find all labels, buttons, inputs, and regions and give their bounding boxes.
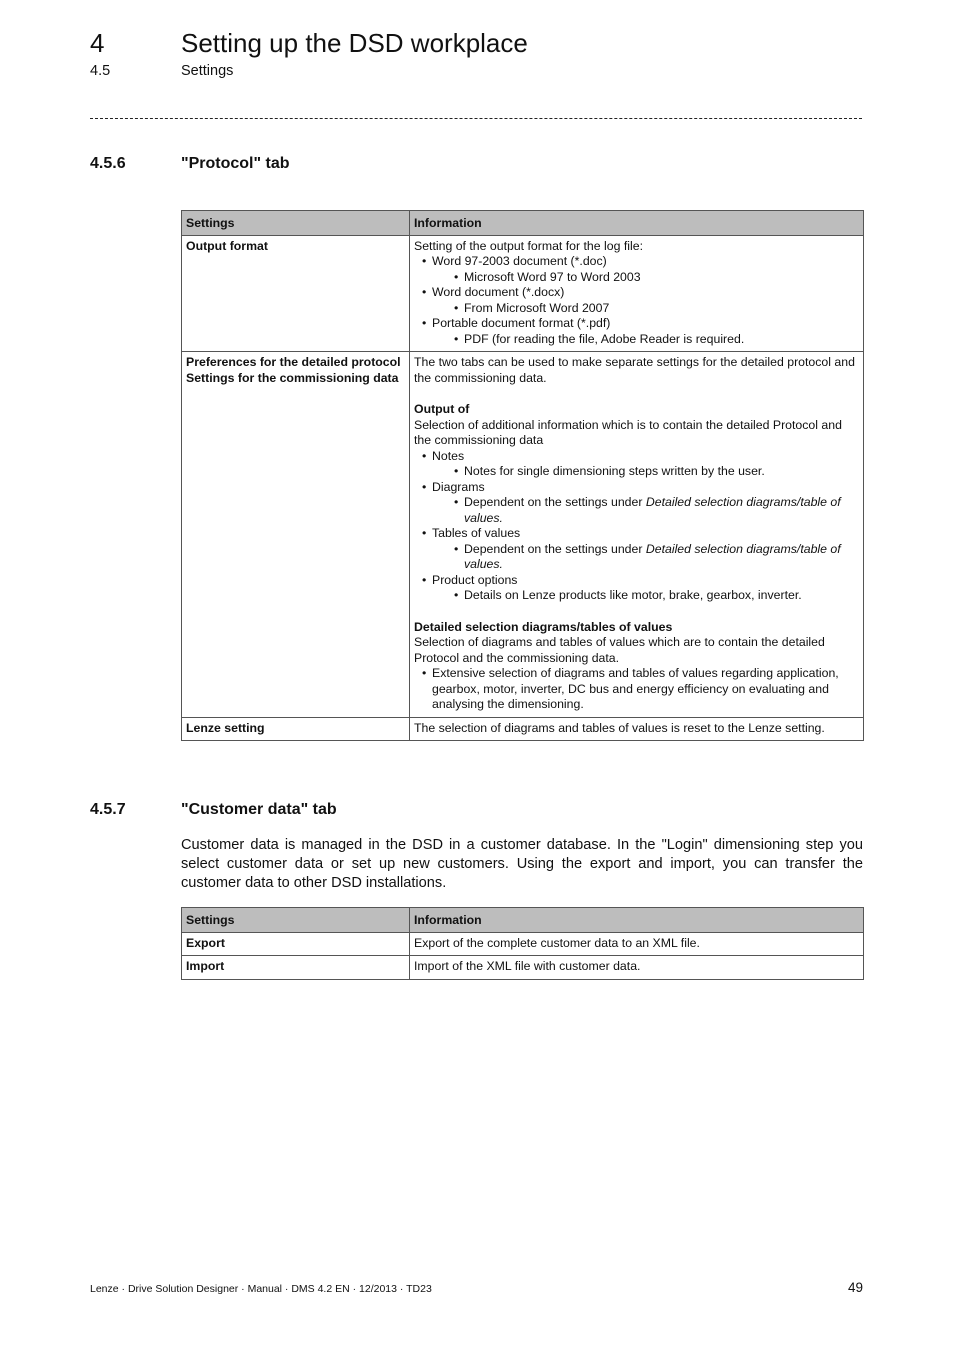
list-item: • Word document (*.docx) • From Microsoft Word 2007 [414, 285, 859, 316]
setting-export: Export [182, 932, 410, 956]
chapter-number: 4 [90, 28, 105, 58]
column-header-information: Information [410, 908, 864, 933]
protocol-heading-title: "Protocol" tab [181, 155, 290, 172]
customer-heading-number: 4.5.7 [90, 801, 126, 818]
customer-paragraph: Customer data is managed in the DSD in a customer database. In the "Login" dimensioning step you select customer data or set up new customers. Using the export and import, you can transfer the customer data to other DSD installations. [181, 837, 863, 891]
setting-lenze: Lenze setting [182, 717, 410, 741]
page-number: 49 [847, 1280, 863, 1295]
info-export: Export of the complete customer data to an XML file. [410, 932, 864, 956]
section-number: 4.5 [90, 63, 111, 79]
detail-heading: Detailed selection diagrams/tables of values [414, 619, 673, 634]
chapter-title: Setting up the DSD workplace [181, 28, 528, 58]
info-intro: Setting of the output format for the log file: [414, 238, 643, 253]
table-row [182, 717, 864, 741]
list-item: • Extensive selection of diagrams and tables of values regarding application, gearbox, motor, inverter, DC bus and energy efficiency on evaluating and analysing the dimensioning. [414, 666, 859, 713]
info-lenze: The selection of diagrams and tables of values is reset to the Lenze setting. [410, 717, 864, 741]
table-row [182, 352, 864, 718]
sub-list-item: • From Microsoft Word 2007 [432, 301, 859, 317]
customer-table [181, 907, 864, 980]
footer-text: Lenze · Drive Solution Designer · Manual · DMS 4.2 EN · 12/2013 · TD23 [90, 1283, 432, 1295]
list-item: • Notes • Notes for single dimensioning steps written by the user. [414, 449, 859, 480]
setting-import: Import [182, 956, 410, 980]
info-preferences [410, 352, 864, 718]
sub-list-item: • Dependent on the settings under Detailed selection diagrams/table of values. [432, 495, 859, 526]
info-intro: The two tabs can be used to make separate settings for the detailed protocol and the commissioning data. [414, 355, 855, 385]
setting-output-format: Output format [182, 235, 410, 352]
table-row [182, 932, 864, 956]
sub-list-item: • Microsoft Word 97 to Word 2003 [432, 270, 859, 286]
setting-preferences [182, 352, 410, 718]
output-heading: Output of [414, 402, 470, 416]
sub-list-item: • Details on Lenze products like motor, brake, gearbox, inverter. [432, 588, 859, 604]
list-item: • Word 97-2003 document (*.doc) • Microsoft Word 97 to Word 2003 [414, 254, 859, 285]
column-header-settings: Settings [182, 211, 410, 236]
format-list [414, 254, 859, 347]
list-item: • Diagrams • Dependent on the settings under Detailed selection diagrams/table of values. [414, 480, 859, 527]
protocol-table [181, 210, 864, 741]
detail-intro: Selection of diagrams and tables of values which are to contain the detailed Protocol and the commissioning data. [414, 635, 825, 665]
table-header-row [182, 211, 864, 236]
setting-label: Preferences for the detailed protocol [186, 355, 401, 369]
detail-list [414, 666, 859, 713]
list-item: • Product options • Details on Lenze products like motor, brake, gearbox, inverter. [414, 573, 859, 604]
list-item: • Tables of values • Dependent on the settings under Detailed selection diagrams/table of values. [414, 526, 859, 573]
sub-list-item: • PDF (for reading the file, Adobe Reader is required. [432, 332, 859, 348]
column-header-information: Information [410, 211, 864, 236]
header-divider [90, 118, 862, 119]
customer-heading-title: "Customer data" tab [181, 801, 337, 818]
column-header-settings: Settings [182, 908, 410, 933]
protocol-heading-number: 4.5.6 [90, 155, 126, 172]
section-title: Settings [181, 63, 234, 79]
table-row [182, 235, 864, 352]
sub-list-item: • Dependent on the settings under Detailed selection diagrams/table of values. [432, 542, 859, 573]
table-header-row [182, 908, 864, 933]
setting-label: Settings for the commissioning data [186, 370, 399, 385]
list-item: • Portable document format (*.pdf) • PDF (for reading the file, Adobe Reader is required. [414, 316, 859, 347]
info-output-format [410, 235, 864, 352]
table-row [182, 956, 864, 980]
info-import: Import of the XML file with customer data. [410, 956, 864, 980]
output-intro: Selection of additional information which is to contain the detailed Protocol and the commissioning data [414, 417, 842, 447]
output-list [414, 449, 859, 604]
sub-list-item: • Notes for single dimensioning steps written by the user. [432, 464, 859, 480]
